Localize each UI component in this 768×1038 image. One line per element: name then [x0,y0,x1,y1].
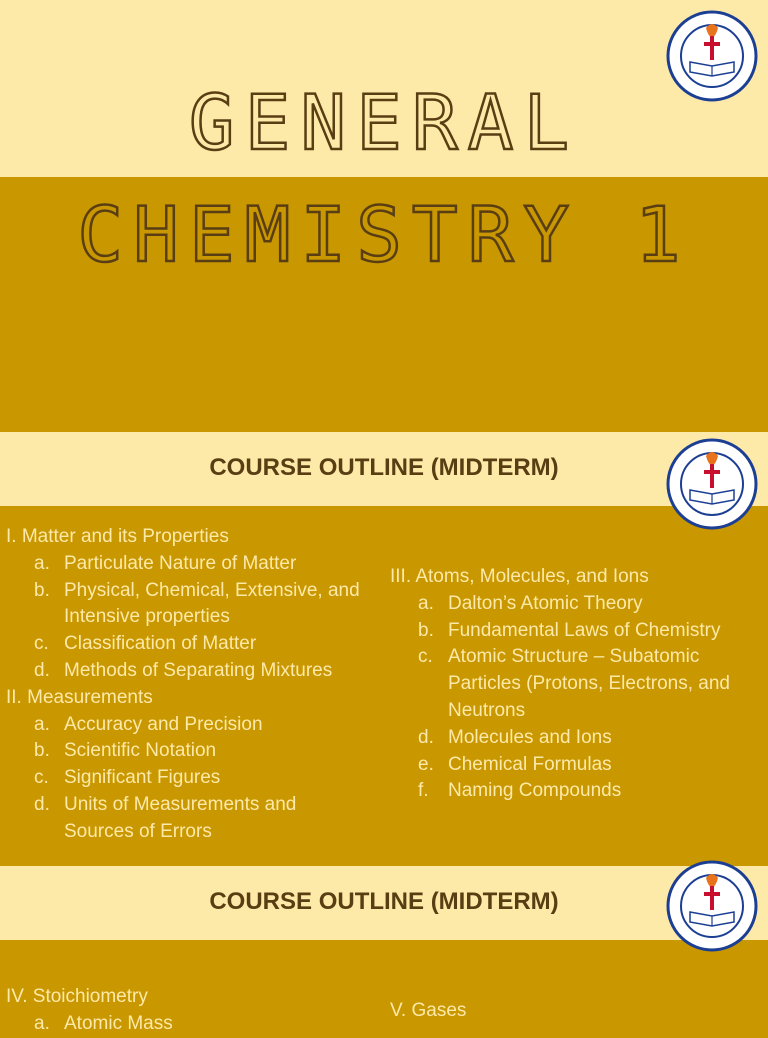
list-item: d. Methods of Separating Mixtures [34,659,333,681]
title-line-chemistry: CHEMISTRY 1 [77,190,691,279]
list-item: d. Molecules and Ions [418,726,612,748]
list-item: e. Chemical Formulas [418,753,612,775]
list-item: c. Classification of Matter [34,633,257,655]
topic-title: IV. Stoichiometry [6,986,148,1007]
list-item: c. Atomic Structure – Subatomic Particles (Protons, Electrons, and Neutrons [418,646,730,721]
slide2-header-title: COURSE OUTLINE (MIDTERM) [209,454,559,481]
cross-icon [710,36,714,60]
topic-title: III. Atoms, Molecules, and Ions [390,566,649,587]
list-item: b. Fundamental Laws of Chemistry [418,619,721,641]
school-logo [666,860,758,952]
topic-title: II. Measurements [6,686,153,708]
list-item: a. Dalton’s Atomic Theory [418,592,643,614]
slide2-left-column [6,524,384,846]
topic-measurements [6,685,384,846]
slide2-right-column [390,564,762,805]
slide3-header-title: COURSE OUTLINE (MIDTERM) [209,888,559,915]
list-item: a. Accuracy and Precision [34,713,263,735]
list-item: c. Significant Figures [34,767,221,789]
title-line-general: GENERAL [188,78,580,167]
list-item: f. Naming Compounds [418,780,622,802]
topic-matter [6,524,384,685]
slide3-right-column [390,998,762,1025]
list-item: b. Physical, Chemical, Extensive, and Intensive properties [34,579,360,628]
topic-atoms [390,564,762,805]
school-logo [666,438,758,530]
list-item: a. Particulate Nature of Matter [34,552,297,574]
school-logo [666,10,758,102]
cross-icon [710,464,714,488]
list-item: b. Scientific Notation [34,740,217,762]
cross-icon [710,886,714,910]
topic-title: V. Gases [390,1000,467,1021]
list-item: a. Atomic Mass [34,1012,173,1034]
topic-title: I. Matter and its Properties [6,526,229,547]
slide3-left-column [6,984,384,1038]
list-item: d. Units of Measurements and Sources of Errors [34,793,297,842]
